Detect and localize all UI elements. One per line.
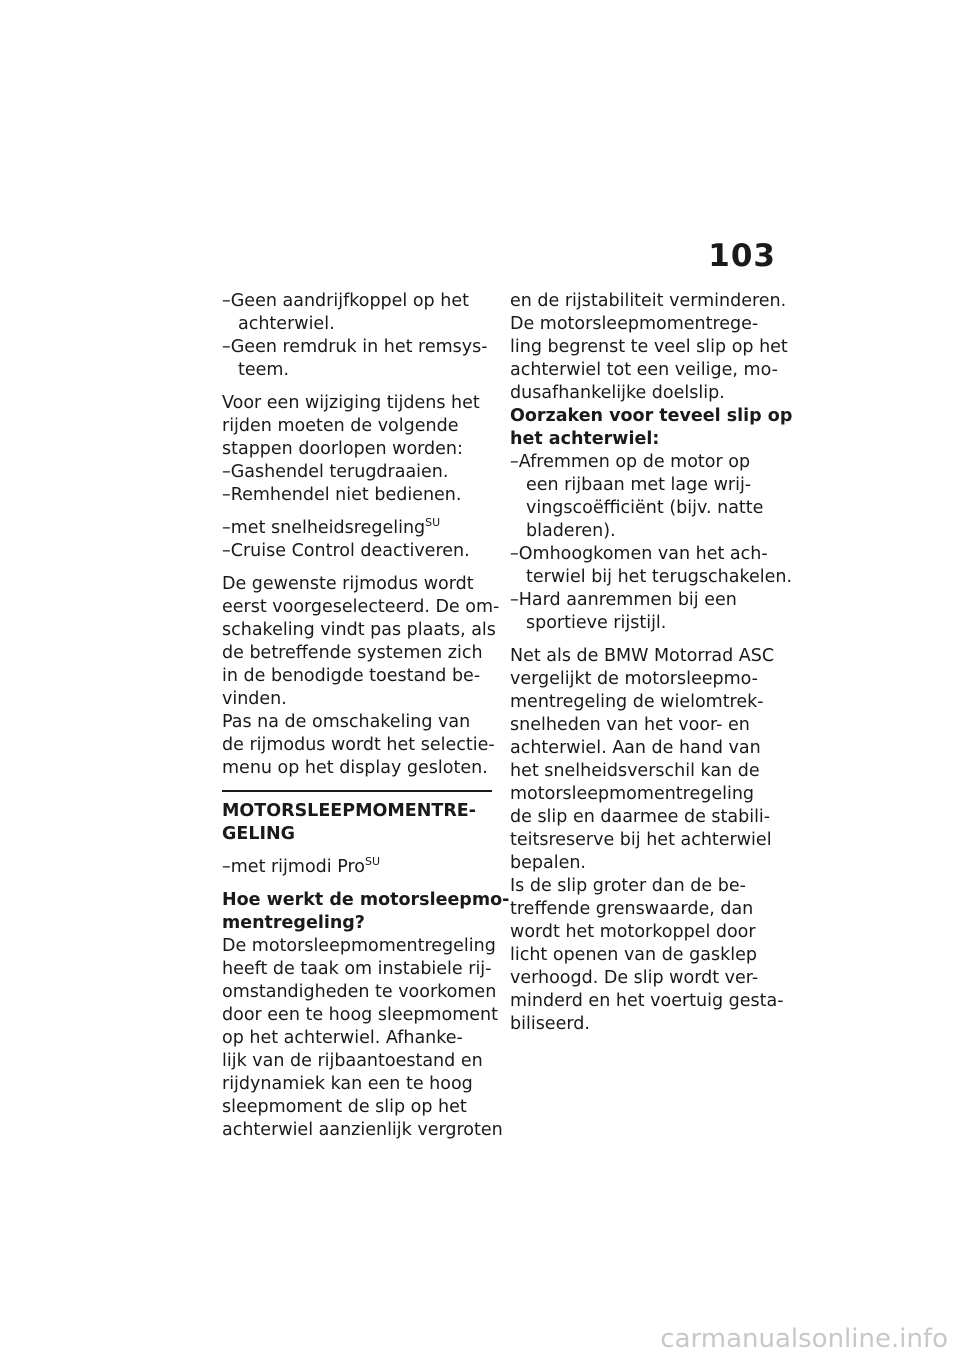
- list-item: –Afremmen op de motor op een rijbaan met lage wrij- vingscoëfficiënt (bijv. natte bladeren).: [510, 452, 764, 541]
- list-item: –Geen remdruk in het remsys- teem.: [222, 337, 488, 380]
- section-divider: [222, 790, 492, 792]
- causes-heading: Oorzaken voor teveel slip op het achterwiel:: [510, 406, 793, 449]
- list-item: –Omhoogkomen van het ach- terwiel bij het terugschakelen.: [510, 544, 793, 587]
- list-item: –Remhendel niet bedienen.: [222, 485, 462, 505]
- paragraph: Voor een wijziging tijdens het rijden moeten de volgende stappen doorlopen worden:: [222, 393, 480, 459]
- condition-item: –met rijmodi Pro$^{SU}$: [222, 855, 381, 877]
- watermark: carmanualsonline.info: [660, 1324, 948, 1354]
- question-heading: Hoe werkt de motorsleepmo- mentregeling?: [222, 890, 510, 933]
- list-item: –Cruise Control deactiveren.: [222, 541, 470, 561]
- section-title: MOTORSLEEPMOMENTRE- GELING: [222, 801, 477, 844]
- page-number: 103: [708, 238, 776, 274]
- right-column: [510, 290, 793, 1036]
- paragraph: Net als de BMW Motorrad ASC vergelijkt de motorsleepmo- mentregeling de wielomtrek- snelheden van het voor- en achterwiel. Aan de hand van het snelheidsverschil kan de motorsleepmomentregeling de slip en daarmee de stabili- teitsreserve bij het achterwiel bepalen. Is de slip groter dan de be- treffende grenswaarde, dan wordt het motorkoppel door licht openen van de gasklep verhoogd. De slip wordt ver- minderd en het voertuig gesta- biliseerd.: [510, 646, 784, 1034]
- paragraph: De gewenste rijmodus wordt eerst voorgeselecteerd. De om- schakeling vindt pas plaats, als de betreffende systemen zich in de benodigde toestand be- vinden. Pas na de omschakeling van de rijmodus wordt het selectie- menu op het display gesloten.: [222, 574, 500, 778]
- list-item: –Geen aandrijfkoppel op het achterwiel.: [222, 291, 469, 334]
- paragraph: en de rijstabiliteit verminderen. De motorsleepmomentrege- ling begrenst te veel slip op het achterwiel tot een veilige, mo- dusafhankelijke doelslip.: [510, 291, 788, 403]
- paragraph: De motorsleepmomentregeling heeft de taak om instabiele rij- omstandigheden te voorkomen door een te hoog sleepmoment op het achterwiel. Afhanke- lijk van de rijbaantoestand en rijdynamiek kan een te hoog sleepmoment de slip op het achterwiel aanzienlijk vergroten: [222, 936, 503, 1140]
- left-column: [222, 290, 510, 1142]
- list-item: –Gashendel terugdraaien.: [222, 462, 449, 482]
- condition-item: –met snelheidsregeling$^{SU}$: [222, 516, 441, 538]
- list-item: –Hard aanremmen bij een sportieve rijstijl.: [510, 590, 737, 633]
